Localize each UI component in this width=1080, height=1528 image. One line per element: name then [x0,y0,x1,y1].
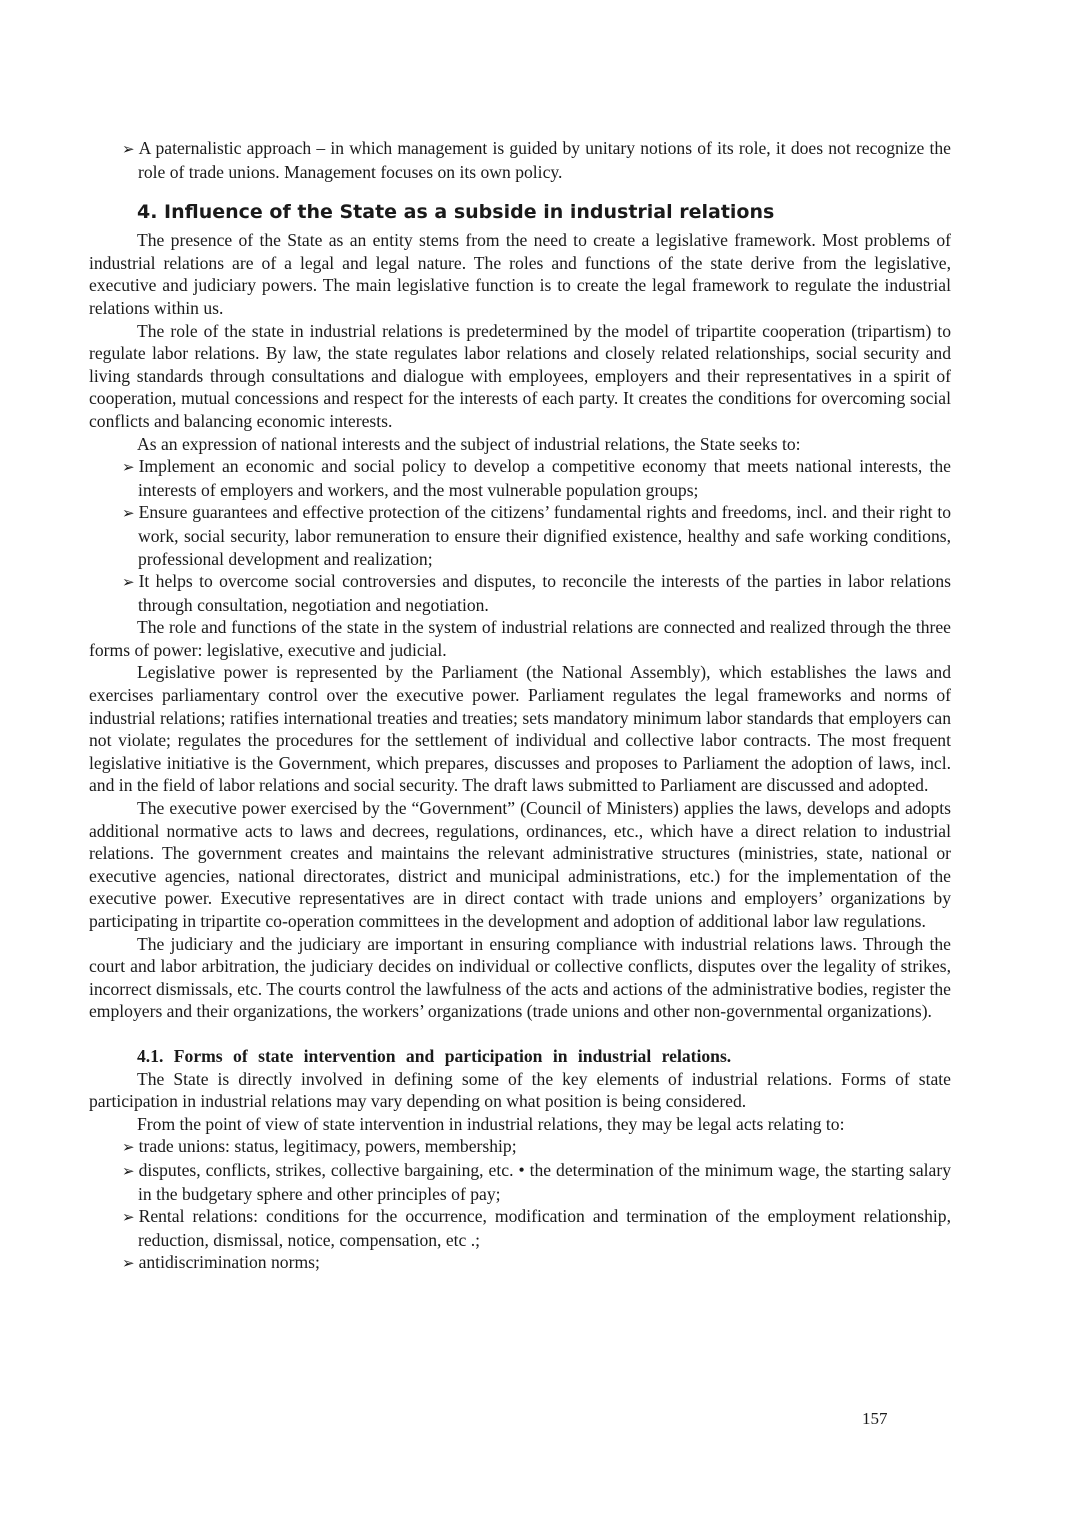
page-number: 157 [862,1409,888,1428]
paragraph: The role of the state in industrial relations is predetermined by the model of tripartite cooperation (tripartism) to regulate labor relations. By law, the state regulates labor relations and closely related relationships, social security and living standards through consultations and dialogue with employees, employers and their representatives in a spirit of cooperation, mutual concessions and respect for the interests of each party. It creates the conditions for overcoming social conflicts and balancing economic interests. [89,320,951,431]
list-item-text: A paternalistic approach – in which management is guided by unitary notions of its role, it does not recognize the role of trade unions. Management focuses on its own policy. [138,138,951,182]
paragraph: The executive power exercised by the “Government” (Council of Ministers) applies the laws, develops and adopts additional normative acts to laws and decrees, regulations, ordinances, etc., which have a direct relation to industrial relations. The government creates and maintains the relevant administrative structures (ministries, state, national or executive agencies, national directorates, district and municipal administrations, etc.) for the implementation of the executive power. Executive representatives are in direct contact with trade unions and employers’ organizations by participating in tripartite co-operation committees in the development and adoption of additional labor law regulations. [89,798,951,931]
arrowhead-bullet-icon: ➢ [122,140,135,158]
list-item [122,1159,951,1205]
paragraph: Legislative power is represented by the Parliament (the National Assembly), which establishes the laws and exercises parliamentary control over the executive power. Parliament regulates the legal frameworks and norms of industrial relations; ratifies international treaties and treaties; sets mandatory minimum labor standards that employers can not violate; regulates the procedures for the settlement of individual and collective labor contracts. The most frequent legislative initiative is the Government, which prepares, discusses and proposes to Parliament the adoption of laws, incl. and in the field of labor relations and social security. The draft laws submitted to Parliament are discussed and adopted. [89,662,951,796]
list-item [122,455,951,501]
paragraph: The judiciary and the judiciary are important in ensuring compliance with industrial relations laws. Through the court and labor arbitration, the judiciary decides on individual or collective conflicts, disputes over the legality of strikes, incorrect dismissals, etc. The courts control the lawfulness of the acts and actions of the administrative bodies, register the employers and their organizations, the workers’ organizations (trade unions and other non-governmental organizations). [89,933,951,1022]
list-item [122,1205,951,1251]
paragraph: The presence of the State as an entity stems from the need to create a legislative framework. Most problems of industrial relations are of a legal and legal nature. The roles and functions of the state derive from the legislative, executive and judiciary powers. The main legislative function is to create the legal framework to regulate the industrial relations within us. [89,230,951,318]
section-heading: 4. Influence of the State as a subside in industrial relations [137,201,775,224]
arrowhead-bullet-icon: ➢ [122,504,135,523]
arrowhead-bullet-icon: ➢ [122,1138,135,1157]
legal-acts-list [89,1135,951,1275]
list-item [122,1135,951,1159]
list-item-text: Ensure guarantees and effective protection of the citizens’ fundamental rights and freedoms, incl. and their right to work, social security, labor remuneration to ensure their dignified existence, healthy and safe working conditions, professional development and realization; [138,502,951,569]
arrowhead-bullet-icon: ➢ [122,458,135,477]
arrowhead-bullet-icon: ➢ [122,1254,135,1273]
list-item [122,570,951,616]
arrowhead-bullet-icon: ➢ [122,573,135,592]
page-body [89,137,951,1275]
paragraph: From the point of view of state intervention in industrial relations, they may be legal acts relating to: [137,1113,845,1134]
arrowhead-bullet-icon: ➢ [122,1161,135,1180]
list-item [122,501,951,570]
paragraph: The role and functions of the state in the system of industrial relations are connected and realized through the three forms of power: legislative, executive and judicial. [89,617,951,660]
paragraph: The State is directly involved in defining some of the key elements of industrial relations. Forms of state participation in industrial relations may vary depending on what position is being considered. [89,1068,951,1112]
list-item-text: Implement an economic and social policy to develop a competitive economy that meets national interests, the interests of employers and workers, and the most vulnerable population groups; [138,456,951,500]
list-item-text: disputes, conflicts, strikes, collective bargaining, etc. • the determination of the minimum wage, the starting salary in the budgetary sphere and other principles of pay; [138,1159,951,1204]
state-goals-list [89,455,951,616]
list-item-text: antidiscrimination norms; [138,1252,320,1273]
list-item-text: Rental relations: conditions for the occurrence, modification and termination of the employment relationship, reduction, dismissal, notice, compensation, etc .; [138,1206,951,1250]
list-item-text: It helps to overcome social controversies and disputes, to reconcile the interests of the parties in labor relations through consultation, negotiation and negotiation. [138,571,951,615]
intro-bullet-list [89,137,951,183]
arrowhead-bullet-icon: ➢ [122,1208,135,1227]
subsection-heading: 4.1. Forms of state intervention and participation in industrial relations. [137,1045,732,1066]
list-item [122,137,951,183]
list-item-text: trade unions: status, legitimacy, powers, membership; [138,1136,517,1157]
paragraph: As an expression of national interests and the subject of industrial relations, the State seeks to: [137,433,801,454]
list-item [122,1251,951,1275]
